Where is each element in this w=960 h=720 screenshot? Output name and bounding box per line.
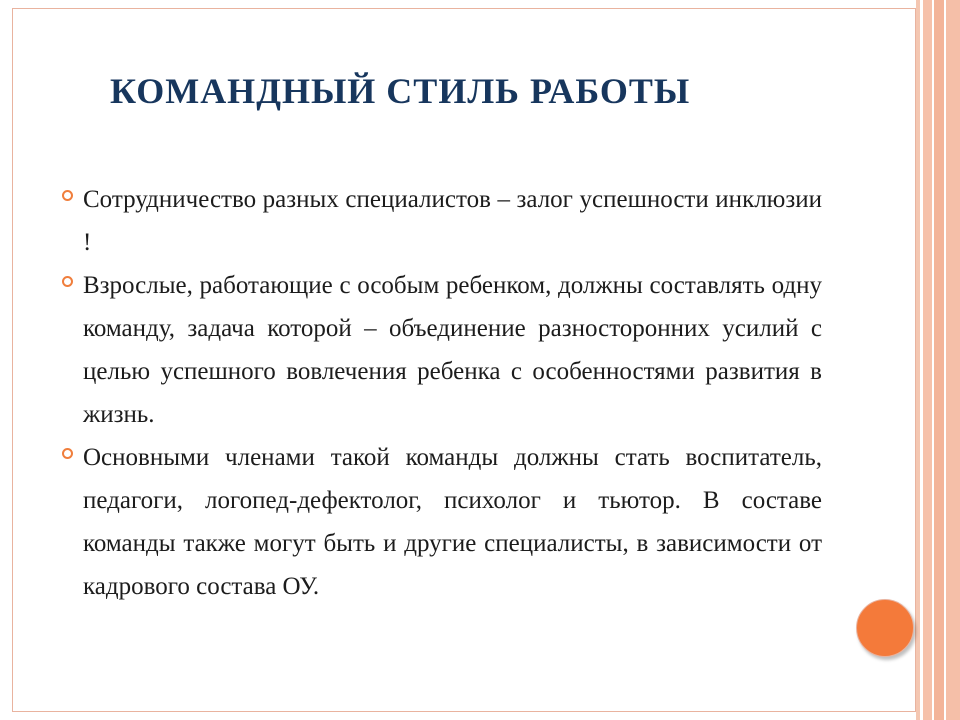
list-item (62, 264, 822, 436)
decorative-orange-circle (856, 599, 914, 657)
bullet-circle-icon (62, 190, 73, 201)
bullet-text: Взрослые, работающие с особым ребенком, должны составлять одну команду, задача которой – объединение разносторонних усилий с целью успешного вовлечения ребенка с особенностями развития в жизнь. (83, 272, 822, 428)
bullet-circle-icon (62, 448, 73, 459)
bullet-list (62, 178, 822, 608)
decorative-stripes (916, 0, 960, 720)
bullet-text: Сотрудничество разных специалистов – залог успешности инклюзии ! (83, 186, 822, 256)
list-item (62, 436, 822, 608)
list-item (62, 178, 822, 264)
slide-title: КОМАНДНЫЙ СТИЛЬ РАБОТЫ (110, 71, 691, 111)
bullet-circle-icon (62, 276, 73, 287)
bullet-text: Основными членами такой команды должны стать воспитатель, педагоги, логопед-дефектолог, психолог и тьютор. В составе команды также могут быть и другие специалисты, в зависимости от кадрового состава ОУ. (83, 444, 822, 600)
